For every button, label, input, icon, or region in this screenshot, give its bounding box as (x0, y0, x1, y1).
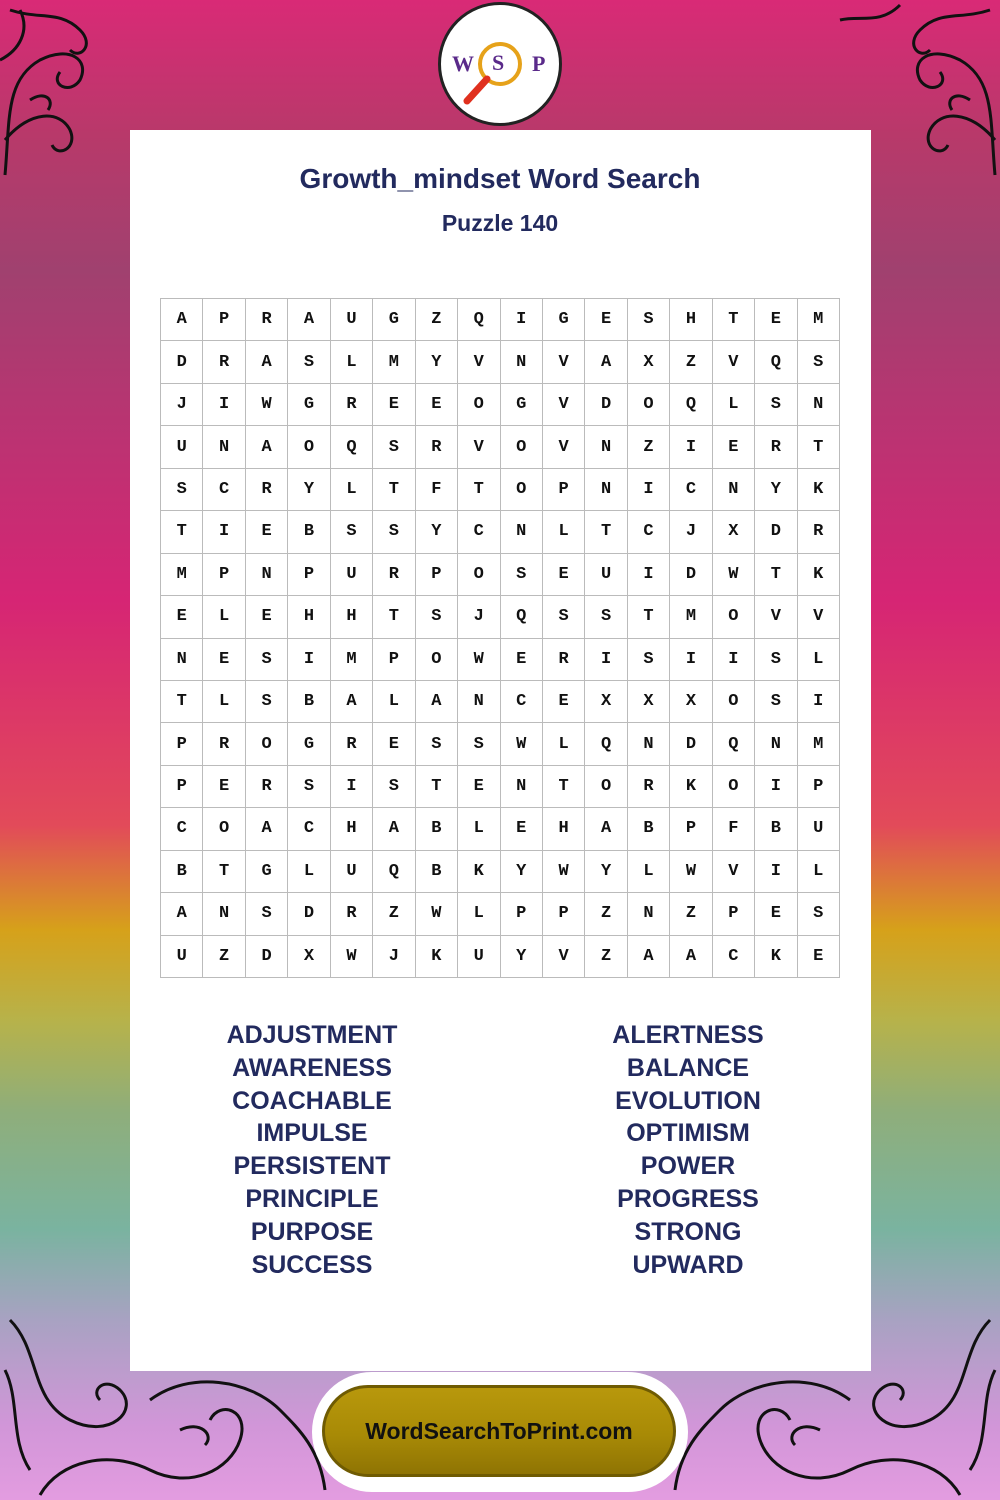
page-title: Growth_mindset Word Search (299, 163, 701, 194)
logo-letter-w: W (452, 51, 474, 76)
grid-cell[interactable]: E (755, 299, 797, 341)
grid-cell[interactable]: T (161, 681, 203, 723)
grid-cell[interactable]: A (585, 808, 627, 850)
grid-cell[interactable]: S (585, 596, 627, 638)
grid-cell[interactable]: N (585, 426, 627, 468)
grid-cell[interactable]: V (458, 341, 500, 383)
grid-cell[interactable]: D (288, 893, 330, 935)
grid-cell[interactable]: Z (628, 426, 670, 468)
grid-cell[interactable]: U (331, 299, 373, 341)
grid-cell[interactable]: J (670, 511, 712, 553)
grid-cell[interactable]: N (501, 511, 543, 553)
grid-cell[interactable]: D (585, 384, 627, 426)
grid-cell[interactable]: I (628, 554, 670, 596)
word-list-item: PROGRESS (617, 1184, 759, 1213)
grid-cell[interactable]: T (628, 596, 670, 638)
grid-cell[interactable]: Y (755, 469, 797, 511)
grid-cell[interactable]: R (798, 511, 840, 553)
grid-cell[interactable]: S (288, 341, 330, 383)
grid-cell[interactable]: Q (755, 341, 797, 383)
grid-cell[interactable]: M (161, 554, 203, 596)
grid-cell[interactable]: Q (331, 426, 373, 468)
grid-cell[interactable]: O (246, 723, 288, 765)
grid-cell[interactable]: P (203, 554, 245, 596)
grid-cell[interactable]: W (670, 851, 712, 893)
grid-cell[interactable]: N (628, 723, 670, 765)
grid-cell[interactable]: N (798, 384, 840, 426)
grid-cell[interactable]: L (331, 341, 373, 383)
grid-cell[interactable]: Q (670, 384, 712, 426)
grid-cell[interactable]: I (798, 681, 840, 723)
grid-cell[interactable]: D (246, 936, 288, 978)
grid-cell[interactable]: O (203, 808, 245, 850)
grid-cell[interactable]: L (288, 851, 330, 893)
grid-cell[interactable]: E (416, 384, 458, 426)
grid-cell[interactable]: R (331, 384, 373, 426)
grid-cell[interactable]: R (543, 639, 585, 681)
grid-cell[interactable]: L (543, 511, 585, 553)
grid-cell[interactable]: C (458, 511, 500, 553)
grid-cell[interactable]: P (373, 639, 415, 681)
word-list-item: EVOLUTION (615, 1086, 761, 1115)
grid-cell[interactable]: J (373, 936, 415, 978)
grid-cell[interactable]: S (755, 681, 797, 723)
grid-cell[interactable]: G (246, 851, 288, 893)
grid-cell[interactable]: U (161, 426, 203, 468)
grid-cell[interactable]: N (246, 554, 288, 596)
grid-cell[interactable]: S (416, 596, 458, 638)
grid-cell[interactable]: A (628, 936, 670, 978)
grid-cell[interactable]: X (585, 681, 627, 723)
grid-cell[interactable]: O (416, 639, 458, 681)
grid-cell[interactable]: L (458, 893, 500, 935)
grid-cell[interactable]: O (713, 596, 755, 638)
grid-cell[interactable]: O (628, 384, 670, 426)
grid-cell[interactable]: I (288, 639, 330, 681)
grid-cell[interactable]: Y (416, 511, 458, 553)
grid-cell[interactable]: L (628, 851, 670, 893)
grid-cell[interactable]: A (670, 936, 712, 978)
word-list-item: OPTIMISM (626, 1119, 750, 1148)
grid-cell[interactable]: Z (585, 936, 627, 978)
grid-cell[interactable]: P (203, 299, 245, 341)
grid-cell[interactable]: T (543, 766, 585, 808)
grid-cell[interactable]: K (755, 936, 797, 978)
grid-cell[interactable]: E (458, 766, 500, 808)
grid-cell[interactable]: L (798, 851, 840, 893)
grid-cell[interactable]: B (416, 851, 458, 893)
grid-cell[interactable]: M (798, 723, 840, 765)
word-list-item: SUCCESS (251, 1250, 373, 1279)
word-list-item: ADJUSTMENT (226, 1021, 398, 1049)
grid-cell[interactable]: L (798, 639, 840, 681)
grid-cell[interactable]: N (501, 341, 543, 383)
grid-cell[interactable]: J (458, 596, 500, 638)
grid-cell[interactable]: S (331, 511, 373, 553)
grid-cell[interactable]: Y (585, 851, 627, 893)
grid-cell[interactable]: V (713, 341, 755, 383)
grid-cell[interactable]: V (543, 341, 585, 383)
grid-cell[interactable]: T (373, 596, 415, 638)
grid-cell[interactable]: S (246, 639, 288, 681)
grid-cell[interactable]: T (755, 554, 797, 596)
grid-cell[interactable]: R (373, 554, 415, 596)
grid-cell[interactable]: U (798, 808, 840, 850)
grid-cell[interactable]: V (543, 384, 585, 426)
grid-cell[interactable]: I (585, 639, 627, 681)
grid-cell[interactable]: Q (713, 723, 755, 765)
grid-cell[interactable]: H (331, 596, 373, 638)
grid-cell[interactable]: X (670, 681, 712, 723)
grid-cell[interactable]: M (331, 639, 373, 681)
grid-cell[interactable]: E (373, 384, 415, 426)
grid-cell[interactable]: B (161, 851, 203, 893)
grid-cell[interactable]: I (670, 639, 712, 681)
grid-cell[interactable]: D (670, 723, 712, 765)
grid-cell[interactable]: E (246, 511, 288, 553)
grid-cell[interactable]: U (331, 851, 373, 893)
grid-cell[interactable]: K (458, 851, 500, 893)
grid-cell[interactable]: P (501, 893, 543, 935)
grid-cell[interactable]: F (416, 469, 458, 511)
grid-cell[interactable]: O (458, 384, 500, 426)
grid-cell[interactable]: V (543, 426, 585, 468)
grid-cell[interactable]: C (288, 808, 330, 850)
grid-cell[interactable]: W (458, 639, 500, 681)
grid-cell[interactable]: I (203, 384, 245, 426)
site-link-button[interactable]: WordSearchToPrint.com (322, 1385, 676, 1477)
grid-cell[interactable]: S (373, 511, 415, 553)
grid-cell[interactable]: S (246, 681, 288, 723)
grid-cell[interactable]: V (458, 426, 500, 468)
grid-cell[interactable]: X (713, 511, 755, 553)
word-list-item: PRINCIPLE (245, 1184, 379, 1213)
grid-cell[interactable]: S (501, 554, 543, 596)
grid-cell[interactable]: S (373, 426, 415, 468)
grid-cell[interactable]: N (501, 766, 543, 808)
grid-cell[interactable]: N (203, 893, 245, 935)
grid-cell[interactable]: I (670, 426, 712, 468)
grid-cell[interactable]: A (246, 341, 288, 383)
grid-cell[interactable]: K (416, 936, 458, 978)
grid-cell[interactable]: W (713, 554, 755, 596)
grid-cell[interactable]: Y (416, 341, 458, 383)
word-list-item: PURPOSE (250, 1217, 374, 1246)
grid-cell[interactable]: N (203, 426, 245, 468)
grid-cell[interactable]: S (628, 299, 670, 341)
grid-cell[interactable]: P (713, 893, 755, 935)
word-list-item: POWER (640, 1152, 736, 1181)
word-list-item: BALANCE (626, 1053, 750, 1082)
grid-cell[interactable]: Y (288, 469, 330, 511)
grid-cell[interactable]: E (543, 554, 585, 596)
grid-cell[interactable]: T (713, 299, 755, 341)
grid-cell[interactable]: P (161, 766, 203, 808)
grid-cell[interactable]: I (713, 639, 755, 681)
grid-cell[interactable]: G (288, 384, 330, 426)
grid-cell[interactable]: E (203, 766, 245, 808)
grid-cell[interactable]: M (670, 596, 712, 638)
word-list-left (162, 1019, 462, 1281)
grid-cell[interactable]: Z (670, 893, 712, 935)
grid-cell[interactable]: T (798, 426, 840, 468)
word-list-item: UPWARD (632, 1250, 744, 1279)
grid-cell[interactable]: R (416, 426, 458, 468)
grid-cell[interactable]: L (543, 723, 585, 765)
grid-cell[interactable]: C (628, 511, 670, 553)
grid-cell[interactable]: E (501, 639, 543, 681)
grid-cell[interactable]: I (501, 299, 543, 341)
grid-cell[interactable]: W (543, 851, 585, 893)
grid-cell[interactable]: N (161, 639, 203, 681)
grid-cell[interactable]: X (288, 936, 330, 978)
grid-cell[interactable]: A (416, 681, 458, 723)
grid-cell[interactable]: G (501, 384, 543, 426)
grid-cell[interactable]: V (713, 851, 755, 893)
grid-cell[interactable]: J (161, 384, 203, 426)
grid-cell[interactable]: Z (585, 893, 627, 935)
grid-cell[interactable]: U (161, 936, 203, 978)
grid-cell[interactable]: E (501, 808, 543, 850)
grid-cell[interactable]: E (246, 596, 288, 638)
grid-cell[interactable]: A (246, 426, 288, 468)
grid-cell[interactable]: K (798, 554, 840, 596)
grid-cell[interactable]: A (288, 299, 330, 341)
grid-cell[interactable]: Z (670, 341, 712, 383)
grid-cell[interactable]: D (670, 554, 712, 596)
grid-cell[interactable]: Y (501, 851, 543, 893)
grid-cell[interactable]: P (543, 469, 585, 511)
grid-cell[interactable]: D (755, 511, 797, 553)
grid-cell[interactable]: L (713, 384, 755, 426)
grid-cell[interactable]: O (288, 426, 330, 468)
grid-cell[interactable]: V (798, 596, 840, 638)
grid-cell[interactable]: A (161, 893, 203, 935)
grid-cell[interactable]: T (373, 469, 415, 511)
grid-cell[interactable]: P (543, 893, 585, 935)
word-list-item: IMPULSE (256, 1119, 368, 1148)
grid-cell[interactable]: R (331, 893, 373, 935)
grid-cell[interactable]: K (670, 766, 712, 808)
grid-cell[interactable]: C (161, 808, 203, 850)
word-list-item: COACHABLE (232, 1086, 392, 1115)
grid-cell[interactable]: E (713, 426, 755, 468)
grid-cell[interactable]: W (331, 936, 373, 978)
grid-cell[interactable]: V (755, 596, 797, 638)
grid-cell[interactable]: B (288, 681, 330, 723)
word-list-item: PERSISTENT (233, 1152, 391, 1181)
grid-cell[interactable]: Z (373, 893, 415, 935)
grid-cell[interactable]: B (288, 511, 330, 553)
grid-cell[interactable]: T (203, 851, 245, 893)
wsp-logo[interactable] (438, 2, 562, 126)
grid-cell[interactable]: S (543, 596, 585, 638)
grid-cell[interactable]: T (416, 766, 458, 808)
grid-cell[interactable]: I (755, 851, 797, 893)
grid-cell[interactable]: F (713, 808, 755, 850)
grid-cell[interactable]: N (628, 893, 670, 935)
grid-cell[interactable]: S (161, 469, 203, 511)
grid-cell[interactable]: T (458, 469, 500, 511)
grid-cell[interactable]: X (628, 681, 670, 723)
grid-cell[interactable]: A (585, 341, 627, 383)
grid-cell[interactable]: G (373, 299, 415, 341)
grid-cell[interactable]: L (203, 596, 245, 638)
grid-cell[interactable]: W (416, 893, 458, 935)
grid-cell[interactable]: O (501, 469, 543, 511)
grid-cell[interactable]: P (288, 554, 330, 596)
grid-cell[interactable]: L (373, 681, 415, 723)
grid-cell[interactable]: Q (373, 851, 415, 893)
grid-cell[interactable]: I (628, 469, 670, 511)
grid-cell[interactable]: E (798, 936, 840, 978)
grid-cell[interactable]: S (458, 723, 500, 765)
grid-cell[interactable]: W (246, 384, 288, 426)
grid-cell[interactable]: S (628, 639, 670, 681)
grid-cell[interactable]: R (755, 426, 797, 468)
grid-cell[interactable]: O (713, 766, 755, 808)
grid-cell[interactable]: T (585, 511, 627, 553)
puzzle-number: Puzzle 140 (441, 210, 559, 236)
grid-cell[interactable]: H (543, 808, 585, 850)
grid-cell[interactable]: H (670, 299, 712, 341)
word-list-item: STRONG (634, 1217, 742, 1246)
grid-cell[interactable]: Q (501, 596, 543, 638)
grid-cell[interactable]: A (373, 808, 415, 850)
logo-letter-s: S (492, 50, 505, 75)
grid-cell[interactable]: L (331, 469, 373, 511)
grid-cell[interactable]: S (246, 893, 288, 935)
grid-cell[interactable]: Z (416, 299, 458, 341)
grid-cell[interactable]: C (713, 936, 755, 978)
grid-cell[interactable]: N (458, 681, 500, 723)
grid-cell[interactable]: R (246, 469, 288, 511)
grid-cell[interactable]: N (713, 469, 755, 511)
grid-cell[interactable]: P (161, 723, 203, 765)
grid-cell[interactable]: C (501, 681, 543, 723)
grid-cell[interactable]: R (331, 723, 373, 765)
grid-cell[interactable]: E (203, 639, 245, 681)
grid-cell[interactable]: Q (585, 723, 627, 765)
grid-cell[interactable]: L (203, 681, 245, 723)
grid-cell[interactable]: A (161, 299, 203, 341)
word-list-item: AWARENESS (232, 1053, 392, 1082)
grid-cell[interactable]: S (798, 893, 840, 935)
grid-cell[interactable]: D (161, 341, 203, 383)
grid-cell[interactable]: E (373, 723, 415, 765)
grid-cell[interactable]: N (585, 469, 627, 511)
grid-cell[interactable]: B (755, 808, 797, 850)
grid-cell[interactable]: U (331, 554, 373, 596)
grid-cell[interactable]: S (373, 766, 415, 808)
word-list-right (538, 1019, 838, 1281)
corner-ornament-top-left (0, 0, 120, 180)
grid-cell[interactable]: M (373, 341, 415, 383)
grid-cell[interactable]: S (755, 639, 797, 681)
letter-grid[interactable] (160, 298, 840, 978)
grid-cell[interactable]: C (670, 469, 712, 511)
grid-cell[interactable]: E (755, 893, 797, 935)
grid-cell[interactable]: M (798, 299, 840, 341)
grid-cell[interactable]: P (798, 766, 840, 808)
grid-cell[interactable]: Y (501, 936, 543, 978)
grid-cell[interactable]: B (416, 808, 458, 850)
grid-cell[interactable]: R (246, 299, 288, 341)
grid-cell[interactable]: P (670, 808, 712, 850)
grid-cell[interactable]: S (755, 384, 797, 426)
grid-cell[interactable]: I (203, 511, 245, 553)
grid-cell[interactable]: U (585, 554, 627, 596)
logo-letter-p: P (532, 51, 546, 76)
grid-cell[interactable]: T (161, 511, 203, 553)
grid-cell[interactable]: U (458, 936, 500, 978)
grid-cell[interactable]: A (331, 681, 373, 723)
grid-cell[interactable]: E (161, 596, 203, 638)
grid-cell[interactable]: S (798, 341, 840, 383)
grid-cell[interactable]: R (203, 341, 245, 383)
grid-cell[interactable]: I (755, 766, 797, 808)
grid-cell[interactable]: S (416, 723, 458, 765)
grid-cell[interactable]: K (798, 469, 840, 511)
grid-cell[interactable]: E (543, 681, 585, 723)
grid-cell[interactable]: A (246, 808, 288, 850)
grid-cell[interactable]: O (585, 766, 627, 808)
grid-cell[interactable]: H (288, 596, 330, 638)
grid-cell[interactable]: G (543, 299, 585, 341)
grid-cell[interactable]: G (288, 723, 330, 765)
grid-cell[interactable]: P (416, 554, 458, 596)
grid-cell[interactable]: R (246, 766, 288, 808)
grid-cell[interactable]: R (628, 766, 670, 808)
grid-cell[interactable]: Z (203, 936, 245, 978)
grid-cell[interactable]: I (331, 766, 373, 808)
grid-cell[interactable]: L (458, 808, 500, 850)
word-list-item: ALERTNESS (612, 1021, 764, 1049)
grid-cell[interactable]: Q (458, 299, 500, 341)
grid-cell[interactable]: V (543, 936, 585, 978)
grid-cell[interactable]: E (585, 299, 627, 341)
grid-cell[interactable]: R (203, 723, 245, 765)
grid-cell[interactable]: N (755, 723, 797, 765)
grid-cell[interactable]: H (331, 808, 373, 850)
grid-cell[interactable]: W (501, 723, 543, 765)
grid-cell[interactable]: O (458, 554, 500, 596)
grid-cell[interactable]: S (288, 766, 330, 808)
grid-cell[interactable]: O (713, 681, 755, 723)
grid-cell[interactable]: B (628, 808, 670, 850)
grid-cell[interactable]: X (628, 341, 670, 383)
grid-cell[interactable]: O (501, 426, 543, 468)
grid-cell[interactable]: C (203, 469, 245, 511)
